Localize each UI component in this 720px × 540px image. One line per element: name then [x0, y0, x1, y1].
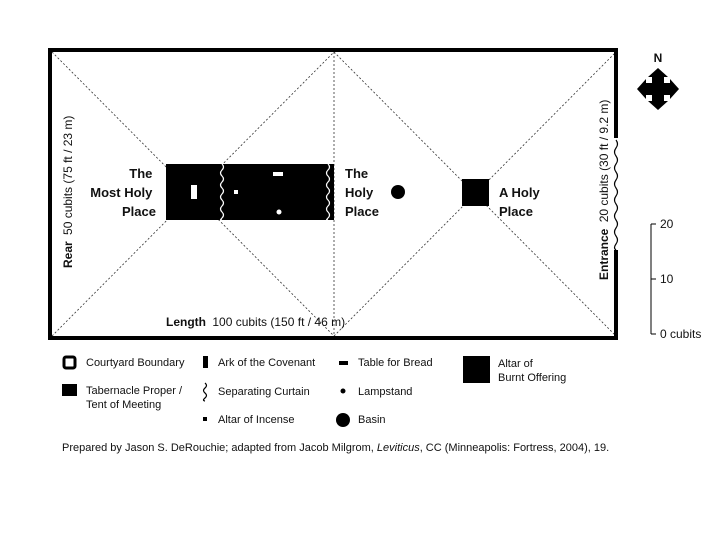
table-for-bread	[273, 172, 283, 176]
legend-courtyard-symbol	[64, 357, 75, 368]
legend-lampstand-label: Lampstand	[358, 386, 413, 398]
scale-bar	[651, 217, 701, 341]
legend-table-label: Table for Bread	[358, 357, 433, 369]
most-holy-place-label: The Most Holy Place	[90, 166, 156, 219]
compass-arrow-icon	[637, 68, 679, 110]
altar-of-burnt-offering	[462, 179, 489, 206]
legend-basin-symbol	[336, 413, 350, 427]
credit-prefix: Prepared by Jason S. DeRouchie; adapted from Jacob Milgrom,	[62, 442, 377, 454]
legend-symbols	[62, 356, 490, 427]
lampstand	[277, 210, 282, 215]
compass	[637, 51, 679, 110]
legend-tabernacle-line2: Tent of Meeting	[86, 399, 162, 411]
basin	[391, 185, 405, 199]
entrance-curtain	[615, 140, 618, 250]
legend-tabernacle-line1: Tabernacle Proper /	[86, 385, 182, 397]
legend-basin-label: Basin	[358, 414, 386, 426]
legend-incense-label: Altar of Incense	[218, 414, 295, 426]
legend-incense-symbol	[203, 417, 207, 421]
scale-tick-0: 0 cubits	[660, 327, 702, 341]
credit-line	[62, 442, 609, 454]
ark-of-the-covenant	[191, 185, 197, 199]
legend-tabernacle-symbol	[62, 384, 77, 396]
legend-curtain-label: Separating Curtain	[218, 386, 310, 398]
a-holy-place-label: A Holy Place	[499, 185, 540, 219]
legend-altar-line1: Altar of	[498, 358, 533, 370]
length-dimension: Length 100 cubits (150 ft / 46 m)	[166, 315, 346, 329]
entrance-dimension: Entrance 20 cubits (30 ft / 9.2 m)	[597, 99, 611, 280]
scale-tick-10: 10	[660, 272, 674, 286]
legend-ark-symbol	[203, 356, 208, 368]
legend-curtain-symbol	[204, 383, 207, 401]
legend-ark-label: Ark of the Covenant	[218, 357, 316, 369]
holy-place-label: The Holy Place	[345, 166, 379, 219]
legend-altar-symbol	[463, 356, 490, 383]
legend-altar-line2: Burnt Offering	[498, 372, 567, 384]
rear-dimension: Rear 50 cubits (75 ft / 23 m)	[61, 115, 75, 268]
scale-tick-20: 20	[660, 217, 674, 231]
legend-lampstand-symbol	[341, 389, 346, 394]
legend-courtyard-label: Courtyard Boundary	[86, 357, 185, 369]
compass-north-label: N	[653, 51, 663, 65]
credit-suffix: , CC (Minneapolis: Fortress, 2004), 19.	[419, 442, 610, 454]
legend-table-symbol	[339, 361, 348, 365]
altar-of-incense	[234, 190, 238, 194]
credit-title: Leviticus	[376, 442, 420, 454]
